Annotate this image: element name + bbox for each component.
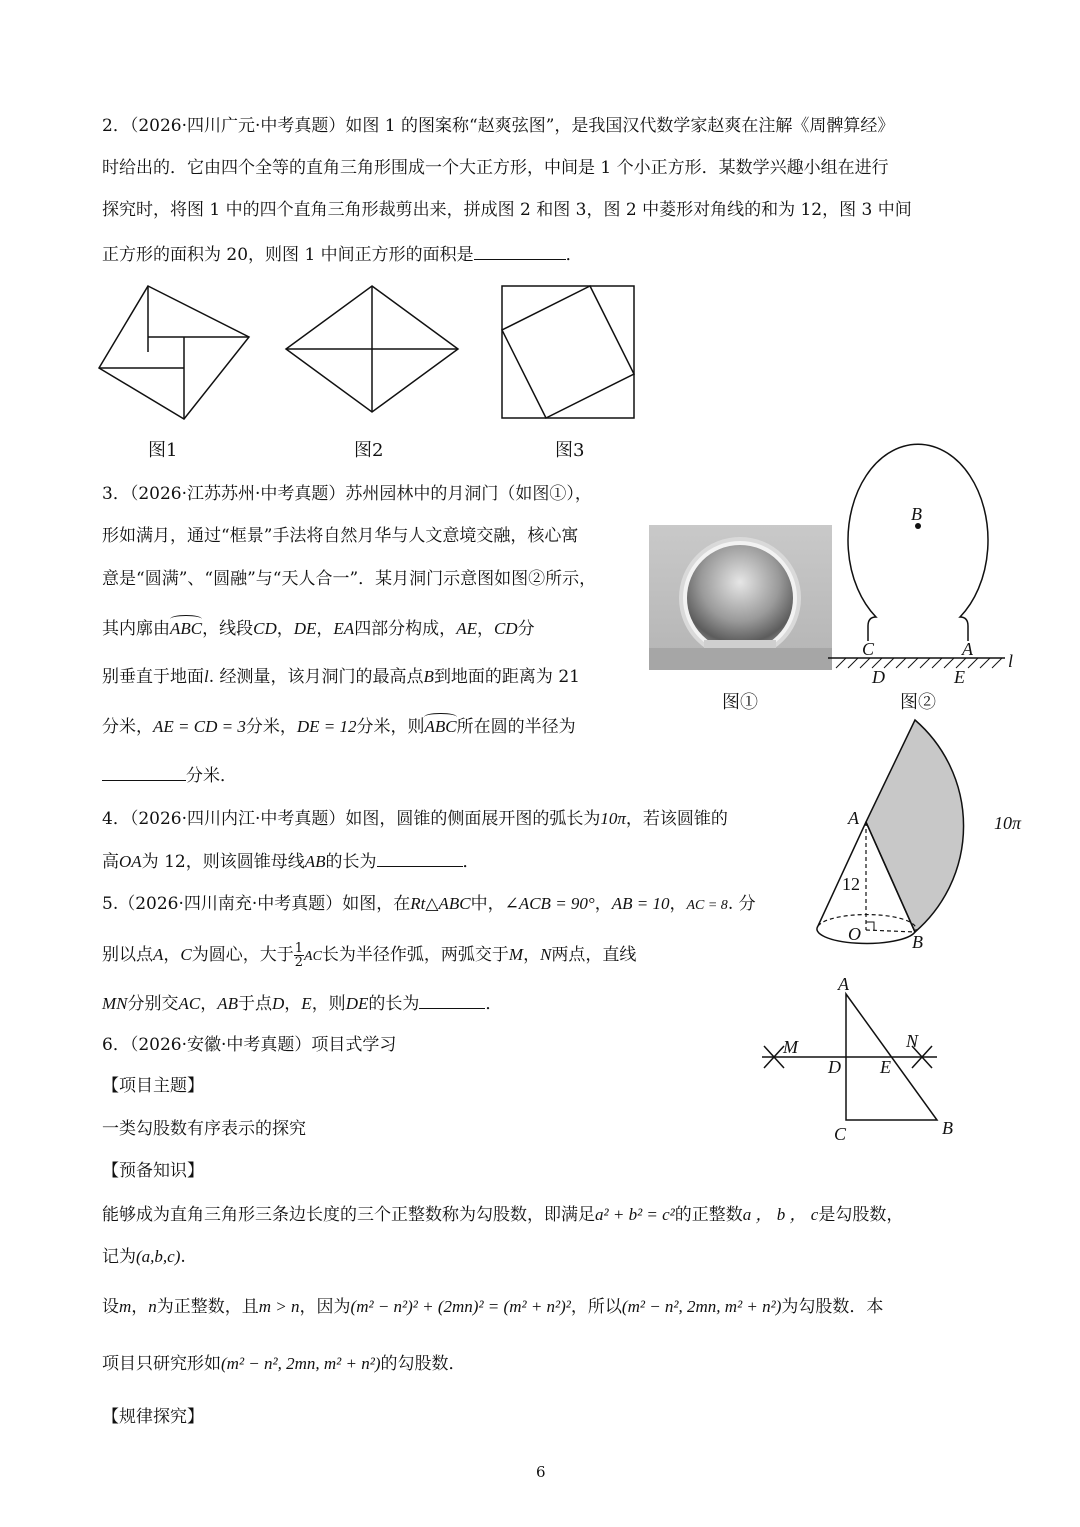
cone-label-arc: 10π [994,813,1022,833]
q2-line-1: 2．（2026·四川广元·中考真题）如图 1 的图案称“赵爽弦图”，是我国汉代数学家赵爽在注解《周髀算经》 [102,116,895,136]
figure-1-caption: 图1 [148,440,178,461]
q3-line-1: 3．（2026·江苏苏州·中考真题）苏州园林中的月洞门（如图①）， [102,484,592,504]
label-d: D [872,667,885,687]
cone-label-b: B [912,932,923,952]
q3-line-7: 分米． [102,764,237,786]
label-c: C [862,639,875,659]
fraction-one-half: $\frac{1}{2}$ [294,941,304,970]
q3-line-5: 别垂直于地面l. 经测量，该月洞门的最高点B到地面的距离为 21 [102,667,580,687]
q6-theme: 一类勾股数有序表示的探究 [102,1119,306,1139]
q6-scope-line: 项目只研究形如(m² − n², 2mn, m² + n²)的勾股数． [102,1354,466,1374]
q4-line-1: 4．（2026·四川内江·中考真题）如图，圆锥的侧面展开图的弧长为10π，若该圆锥的 [102,809,728,829]
photo-caption: 图① [722,692,758,713]
tri-label-c: C [834,1124,847,1144]
label-e: E [954,667,965,687]
q3-line-3: 意是“圆满”、“圆融”与“天人合一”．某月洞门示意图如图②所示， [102,569,597,589]
q6-setup-line: 设m，n为正整数，且m > n，因为(m² − n²)² + (2mn)² = (m² + n²)²，所以(m² − n², 2mn, m² + n²)为勾股数．本 [102,1297,884,1317]
q4-line-2: 高OA为 12，则该圆锥母线AB的长为 ． [102,852,480,872]
q2-line-3: 探究时，将图 1 中的四个直角三角形裁剪出来，拼成图 2 和图 3，图 2 中菱形对角线的和为 12，图 3 中间 [102,200,912,220]
tri-label-m: M [783,1037,798,1057]
cone-label-o: O [848,924,861,944]
q5-line-2: 别以点A，C为圆心，大于 $\frac{1}{2}$ AC长为半径作弧，两弧交于M，N两点，直线 [102,941,637,970]
q6-heading-theme: 【项目主题】 [102,1076,204,1096]
q5-line-3: MN分别交AC，AB于点D，E，则DE的长为 ． [102,994,503,1014]
tri-label-d: D [828,1057,841,1077]
tri-label-e: E [880,1057,891,1077]
q2-line-4: 正方形的面积为 20，则图 1 中间正方形的面积是 ． [102,245,583,265]
schematic-caption: 图② [900,692,936,713]
q3-line-6: 分米，AE = CD = 3分米，DE = 12分米，则ABC所在圆的半径为 [102,717,576,737]
tri-label-n: N [906,1031,919,1051]
q6-heading-pattern: 【规律探究】 [102,1407,204,1427]
q6-heading-prerequisite: 【预备知识】 [102,1161,204,1181]
figure-2-caption: 图2 [354,440,384,461]
q3-line-4: 其内廓由ABC，线段CD，DE，EA四部分构成，AE，CD分 [102,619,535,639]
page-number: 6 [536,1463,546,1481]
q6-line-1: 6．（2026·安徽·中考真题）项目式学习 [102,1035,397,1055]
label-l: l [1008,651,1014,671]
cone-label-height: 12 [842,874,860,894]
q2-line-2: 时给出的．它由四个全等的直角三角形围成一个大正方形，中间是 1 个小正方形．某数学兴趣小组在进行 [102,158,889,178]
q6-prerequisite-line-1: 能够成为直角三角形三条边长度的三个正整数称为勾股数，即满足a² + b² = c²的正整数a ， b ， c是勾股数， [102,1205,904,1225]
q5-line-1: 5.（2026·四川南充·中考真题）如图，在Rt△ABC中，∠ACB = 90°，AB = 10，AC = 8. 分 [102,894,756,914]
tri-label-a: A [838,974,849,994]
q6-prerequisite-line-2: 记为(a,b,c). [102,1247,186,1267]
cone-label-a: A [848,808,859,828]
q3-line-2: 形如满月，通过“框景”手法将自然月华与人文意境交融，核心寓 [102,526,579,546]
label-a: A [962,639,973,659]
tri-label-b: B [942,1118,953,1138]
label-b: B [911,504,922,524]
figure-3-caption: 图3 [555,440,585,461]
